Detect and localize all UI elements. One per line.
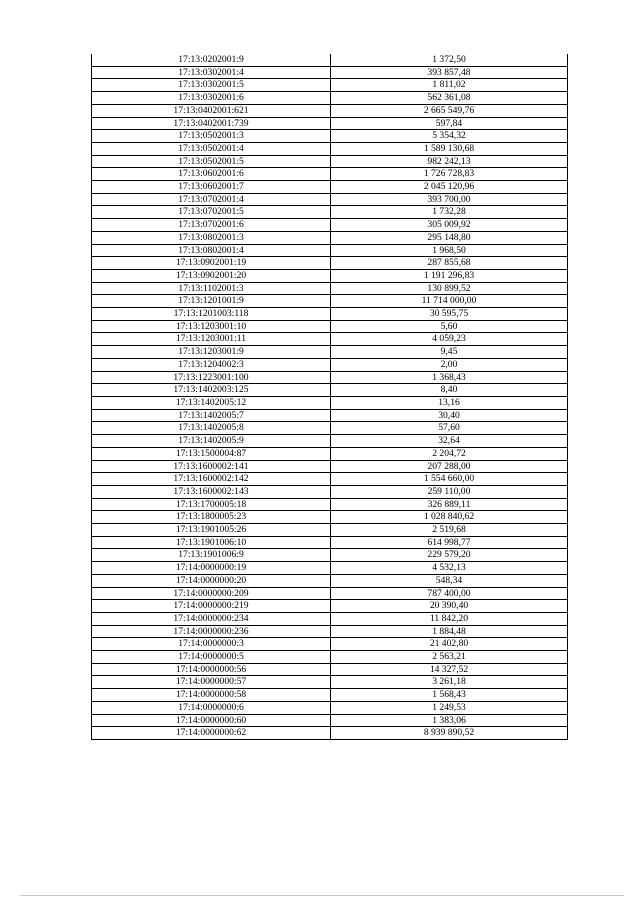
- cadastral-number-cell: 17:13:0802001:4: [92, 244, 331, 257]
- table-row: [92, 625, 568, 638]
- table-row: [92, 142, 568, 155]
- cadastral-number-cell: 17:13:1800005:23: [92, 511, 331, 524]
- cadastral-value-cell: 982 242,13: [331, 155, 568, 168]
- table-row: [92, 396, 568, 409]
- cadastral-value-cell: 1 028 840,62: [331, 511, 568, 524]
- cadastral-value-cell: 1 732,28: [331, 206, 568, 219]
- cadastral-value-cell: 1 383,06: [331, 714, 568, 727]
- cadastral-value-cell: 11 842,20: [331, 612, 568, 625]
- table-row: [92, 308, 568, 321]
- cadastral-value-cell: 30 595,75: [331, 308, 568, 321]
- cadastral-value-cell: 20 390,40: [331, 600, 568, 613]
- table-body: [92, 54, 568, 739]
- table-row: [92, 701, 568, 714]
- cadastral-number-cell: 17:13:1102001:3: [92, 282, 331, 295]
- cadastral-number-cell: 17:14:0000000:236: [92, 625, 331, 638]
- cadastral-number-cell: 17:13:1402005:12: [92, 396, 331, 409]
- cadastral-value-cell: 2 665 549,76: [331, 104, 568, 117]
- table-row: [92, 269, 568, 282]
- cadastral-number-cell: 17:13:0602001:6: [92, 168, 331, 181]
- table-row: [92, 600, 568, 613]
- cadastral-value-cell: 597,84: [331, 117, 568, 130]
- cadastral-value-cell: 393 700,00: [331, 193, 568, 206]
- table-row: [92, 320, 568, 333]
- table-row: [92, 574, 568, 587]
- cadastral-value-cell: 207 288,00: [331, 460, 568, 473]
- cadastral-number-cell: 17:13:0702001:6: [92, 219, 331, 232]
- table-row: [92, 79, 568, 92]
- cadastral-value-cell: 3 261,18: [331, 676, 568, 689]
- table-row: [92, 511, 568, 524]
- cadastral-value-cell: 2 519,68: [331, 524, 568, 537]
- table-row: [92, 689, 568, 702]
- cadastral-value-cell: 259 110,00: [331, 485, 568, 498]
- table-row: [92, 231, 568, 244]
- cadastral-number-cell: 17:14:0000000:209: [92, 587, 331, 600]
- cadastral-number-cell: 17:13:1901006:9: [92, 549, 331, 562]
- table-row: [92, 714, 568, 727]
- table-row: [92, 244, 568, 257]
- table-row: [92, 117, 568, 130]
- cadastral-value-cell: 4 059,23: [331, 333, 568, 346]
- cadastral-number-cell: 17:13:0302001:5: [92, 79, 331, 92]
- cadastral-number-cell: 17:13:1223001:100: [92, 371, 331, 384]
- cadastral-value-cell: 2 563,21: [331, 651, 568, 664]
- table-row: [92, 651, 568, 664]
- cadastral-number-cell: 17:13:1901006:10: [92, 536, 331, 549]
- cadastral-number-cell: 17:13:1600002:141: [92, 460, 331, 473]
- table-row: [92, 282, 568, 295]
- table-row: [92, 92, 568, 105]
- cadastral-value-cell: 562 361,08: [331, 92, 568, 105]
- cadastral-value-cell: 5,60: [331, 320, 568, 333]
- cadastral-value-cell: 57,60: [331, 422, 568, 435]
- cadastral-number-cell: 17:13:1901005:26: [92, 524, 331, 537]
- table-row: [92, 346, 568, 359]
- table-row: [92, 295, 568, 308]
- cadastral-number-cell: 17:14:0000000:57: [92, 676, 331, 689]
- table-row: [92, 612, 568, 625]
- cadastral-number-cell: 17:13:0702001:4: [92, 193, 331, 206]
- table-row: [92, 435, 568, 448]
- cadastral-value-cell: 1 726 728,83: [331, 168, 568, 181]
- cadastral-number-cell: 17:13:0602001:7: [92, 181, 331, 194]
- cadastral-value-cell: 1 884,48: [331, 625, 568, 638]
- cadastral-number-cell: 17:13:0702001:5: [92, 206, 331, 219]
- table-row: [92, 358, 568, 371]
- cadastral-number-cell: 17:14:0000000:56: [92, 663, 331, 676]
- table-row: [92, 371, 568, 384]
- table-row: [92, 384, 568, 397]
- table-row: [92, 409, 568, 422]
- cadastral-value-cell: 1 968,50: [331, 244, 568, 257]
- table-row: [92, 663, 568, 676]
- table-row: [92, 219, 568, 232]
- cadastral-value-cell: 287 855,68: [331, 257, 568, 270]
- cadastral-number-cell: 17:13:1600002:143: [92, 485, 331, 498]
- cadastral-value-cell: 13,16: [331, 396, 568, 409]
- cadastral-number-cell: 17:14:0000000:58: [92, 689, 331, 702]
- cadastral-value-cell: 1 249,53: [331, 701, 568, 714]
- cadastral-value-cell: 2,00: [331, 358, 568, 371]
- cadastral-number-cell: 17:13:1201001:9: [92, 295, 331, 308]
- cadastral-value-cell: 1 811,02: [331, 79, 568, 92]
- table-row: [92, 422, 568, 435]
- cadastral-value-cell: 2 045 120,96: [331, 181, 568, 194]
- table-row: [92, 155, 568, 168]
- table-row: [92, 498, 568, 511]
- cadastral-number-cell: 17:13:0902001:19: [92, 257, 331, 270]
- cadastral-number-cell: 17:13:0502001:5: [92, 155, 331, 168]
- cadastral-number-cell: 17:13:1500004:87: [92, 447, 331, 460]
- cadastral-value-cell: 1 372,50: [331, 54, 568, 66]
- cadastral-value-cell: 14 327,52: [331, 663, 568, 676]
- cadastral-value-cell: 326 889,11: [331, 498, 568, 511]
- cadastral-number-cell: 17:14:0000000:20: [92, 574, 331, 587]
- cadastral-number-cell: 17:13:1204002:3: [92, 358, 331, 371]
- cadastral-number-cell: 17:14:0000000:234: [92, 612, 331, 625]
- cadastral-number-cell: 17:13:1402005:7: [92, 409, 331, 422]
- cadastral-number-cell: 17:14:0000000:219: [92, 600, 331, 613]
- cadastral-number-cell: 17:14:0000000:3: [92, 638, 331, 651]
- table-row: [92, 587, 568, 600]
- table-row: [92, 333, 568, 346]
- table-row: [92, 193, 568, 206]
- cadastral-value-cell: 130 899,52: [331, 282, 568, 295]
- cadastral-value-cell: 21 402,80: [331, 638, 568, 651]
- cadastral-number-cell: 17:13:1402003:125: [92, 384, 331, 397]
- cadastral-number-cell: 17:13:0802001:3: [92, 231, 331, 244]
- cadastral-value-cell: 229 579,20: [331, 549, 568, 562]
- cadastral-value-cell: 5 354,32: [331, 130, 568, 143]
- cadastral-value-cell: 1 554 660,00: [331, 473, 568, 486]
- table-row: [92, 54, 568, 66]
- cadastral-number-cell: 17:13:0902001:20: [92, 269, 331, 282]
- cadastral-value-cell: 1 589 130,68: [331, 142, 568, 155]
- cadastral-value-table: [91, 54, 568, 740]
- table-row: [92, 473, 568, 486]
- table-row: [92, 524, 568, 537]
- table-row: [92, 676, 568, 689]
- table-row: [92, 168, 568, 181]
- cadastral-number-cell: 17:13:1402005:9: [92, 435, 331, 448]
- cadastral-number-cell: 17:14:0000000:6: [92, 701, 331, 714]
- cadastral-value-cell: 11 714 000,00: [331, 295, 568, 308]
- cadastral-value-cell: 1 568,43: [331, 689, 568, 702]
- cadastral-value-cell: 1 368,43: [331, 371, 568, 384]
- cadastral-number-cell: 17:13:0302001:6: [92, 92, 331, 105]
- table-row: [92, 130, 568, 143]
- cadastral-value-cell: 548,34: [331, 574, 568, 587]
- table-row: [92, 460, 568, 473]
- cadastral-value-cell: 393 857,48: [331, 66, 568, 79]
- cadastral-number-cell: 17:13:1600002:142: [92, 473, 331, 486]
- cadastral-number-cell: 17:13:0402001:739: [92, 117, 331, 130]
- cadastral-number-cell: 17:14:0000000:60: [92, 714, 331, 727]
- cadastral-value-cell: 4 532,13: [331, 562, 568, 575]
- cadastral-value-cell: 295 148,80: [331, 231, 568, 244]
- cadastral-value-cell: 614 998,77: [331, 536, 568, 549]
- cadastral-number-cell: 17:13:1203001:11: [92, 333, 331, 346]
- table-row: [92, 485, 568, 498]
- table-row: [92, 727, 568, 740]
- table-row: [92, 66, 568, 79]
- cadastral-number-cell: 17:13:1201003:118: [92, 308, 331, 321]
- table-row: [92, 447, 568, 460]
- table-row: [92, 104, 568, 117]
- cadastral-number-cell: 17:13:1203001:10: [92, 320, 331, 333]
- cadastral-value-cell: 305 009,92: [331, 219, 568, 232]
- cadastral-value-cell: 30,40: [331, 409, 568, 422]
- table-row: [92, 257, 568, 270]
- cadastral-number-cell: 17:13:0302001:4: [92, 66, 331, 79]
- cadastral-value-cell: 8 939 890,52: [331, 727, 568, 740]
- cadastral-number-cell: 17:13:0402001:621: [92, 104, 331, 117]
- cadastral-number-cell: 17:13:1402005:8: [92, 422, 331, 435]
- cadastral-number-cell: 17:14:0000000:19: [92, 562, 331, 575]
- cadastral-value-cell: 2 204,72: [331, 447, 568, 460]
- cadastral-number-cell: 17:14:0000000:62: [92, 727, 331, 740]
- cadastral-value-cell: 9,45: [331, 346, 568, 359]
- table-row: [92, 181, 568, 194]
- table-row: [92, 536, 568, 549]
- cadastral-number-cell: 17:13:1203001:9: [92, 346, 331, 359]
- table-row: [92, 562, 568, 575]
- cadastral-number-cell: 17:13:0202001:9: [92, 54, 331, 66]
- cadastral-value-cell: 1 191 296,83: [331, 269, 568, 282]
- cadastral-value-cell: 32,64: [331, 435, 568, 448]
- table-row: [92, 206, 568, 219]
- cadastral-number-cell: 17:13:1700005:18: [92, 498, 331, 511]
- cadastral-value-cell: 787 400,00: [331, 587, 568, 600]
- cadastral-value-cell: 8,40: [331, 384, 568, 397]
- page-bottom-rule: [20, 895, 624, 896]
- cadastral-number-cell: 17:14:0000000:5: [92, 651, 331, 664]
- cadastral-number-cell: 17:13:0502001:4: [92, 142, 331, 155]
- cadastral-number-cell: 17:13:0502001:3: [92, 130, 331, 143]
- table-row: [92, 549, 568, 562]
- table-row: [92, 638, 568, 651]
